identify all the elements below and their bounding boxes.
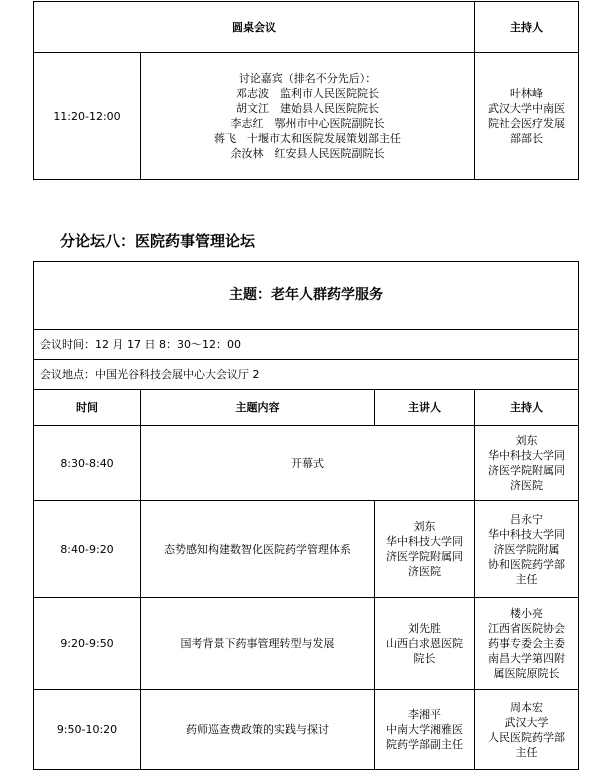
speaker-line: 济医院 (408, 565, 441, 578)
host-line: 济医学院附属同 (488, 464, 565, 477)
guest-item: 余汝林 红安县人民医院副院长 (230, 147, 385, 160)
host-line: 周本宏 (510, 700, 543, 714)
guest-item: 蒋飞 十堰市太和医院发展策划部主任 (214, 132, 401, 145)
row-host (475, 426, 579, 501)
host-line: 院社会医疗发展 (488, 117, 565, 130)
host-line: 武汉大学中南医 (488, 102, 565, 115)
speaker-line: 刘东 (413, 520, 436, 533)
row-speaker (375, 501, 475, 598)
roundtable-guests (141, 53, 475, 180)
host-line: 吕永宁 (510, 512, 543, 526)
col-header-time: 时间 (34, 390, 141, 426)
host-line: 济医院 (510, 479, 543, 492)
host-line: 属医院原院长 (493, 667, 560, 680)
roundtable-table (33, 1, 579, 180)
speaker-line: 中南大学湘雅医 (386, 723, 463, 736)
roundtable-topic-header: 圆桌会议 (34, 2, 475, 53)
table-row (34, 690, 579, 770)
speaker-line: 院长 (413, 652, 436, 665)
host-line: 楼小亮 (510, 607, 543, 620)
row-topic: 药师巡查费政策的实践与探讨 (141, 690, 375, 770)
table-row (34, 426, 579, 501)
host-line: 刘东 (515, 434, 538, 447)
row-time: 9:20-9:50 (34, 598, 141, 690)
table-row (34, 598, 579, 690)
host-line: 南昌大学第四附 (488, 652, 565, 665)
host-line: 主任 (515, 572, 538, 586)
row-speaker (375, 598, 475, 690)
forum-title: 分论坛八：医院药事管理论坛 (60, 232, 256, 250)
row-host (475, 690, 579, 770)
meeting-time: 会议时间：12 月 17 日 8：30～12：00 (34, 330, 579, 360)
host-line: 华中科技大学同 (488, 527, 565, 541)
speaker-line: 李湘平 (408, 708, 441, 721)
col-header-host: 主持人 (475, 390, 579, 426)
host-line: 部部长 (510, 132, 543, 145)
speaker-line: 院药学部副主任 (386, 738, 463, 751)
row-time: 9:50-10:20 (34, 690, 141, 770)
speaker-line: 山西白求恩医院 (386, 637, 463, 650)
row-time: 8:40-9:20 (34, 501, 141, 598)
host-line: 华中科技大学同 (488, 449, 565, 462)
host-line: 济医学院附属 (493, 542, 560, 556)
roundtable-host (475, 53, 579, 180)
host-line: 主任 (515, 745, 538, 759)
host-line: 药事专委会主委 (488, 637, 565, 650)
meeting-place: 会议地点：中国光谷科技会展中心大会议厅 2 (34, 360, 579, 390)
row-speaker (375, 690, 475, 770)
guest-item: 胡文江 建始县人民医院院长 (236, 102, 379, 115)
roundtable-host-header: 主持人 (475, 2, 579, 53)
row-topic: 态势感知构建数智化医院药学管理体系 (141, 501, 375, 598)
col-header-topic: 主题内容 (141, 390, 375, 426)
host-line: 协和医院药学部 (488, 557, 565, 571)
row-time: 8:30-8:40 (34, 426, 141, 501)
col-header-speaker: 主讲人 (375, 390, 475, 426)
speaker-line: 刘先胜 (408, 622, 441, 635)
table-row (34, 501, 579, 598)
guest-item: 李志红 鄂州市中心医院副院长 (230, 117, 385, 130)
roundtable-time: 11:20-12:00 (34, 53, 141, 180)
row-host (475, 598, 579, 690)
forum-subject: 主题：老年人群药学服务 (34, 262, 579, 330)
guest-item: 邓志波 监利市人民医院院长 (236, 87, 379, 100)
host-line: 江西省医院协会 (488, 622, 565, 635)
guests-label: 讨论嘉宾（排名不分先后）： (238, 72, 377, 85)
row-topic: 开幕式 (141, 426, 475, 501)
host-line: 人民医院药学部 (488, 730, 565, 744)
speaker-line: 济医学院附属同 (386, 550, 463, 563)
host-line: 武汉大学 (504, 715, 549, 729)
row-host (475, 501, 579, 598)
speaker-line: 华中科技大学同 (386, 535, 463, 548)
forum-table (33, 261, 579, 770)
host-line: 叶林峰 (510, 87, 543, 100)
row-topic: 国考背景下药事管理转型与发展 (141, 598, 375, 690)
